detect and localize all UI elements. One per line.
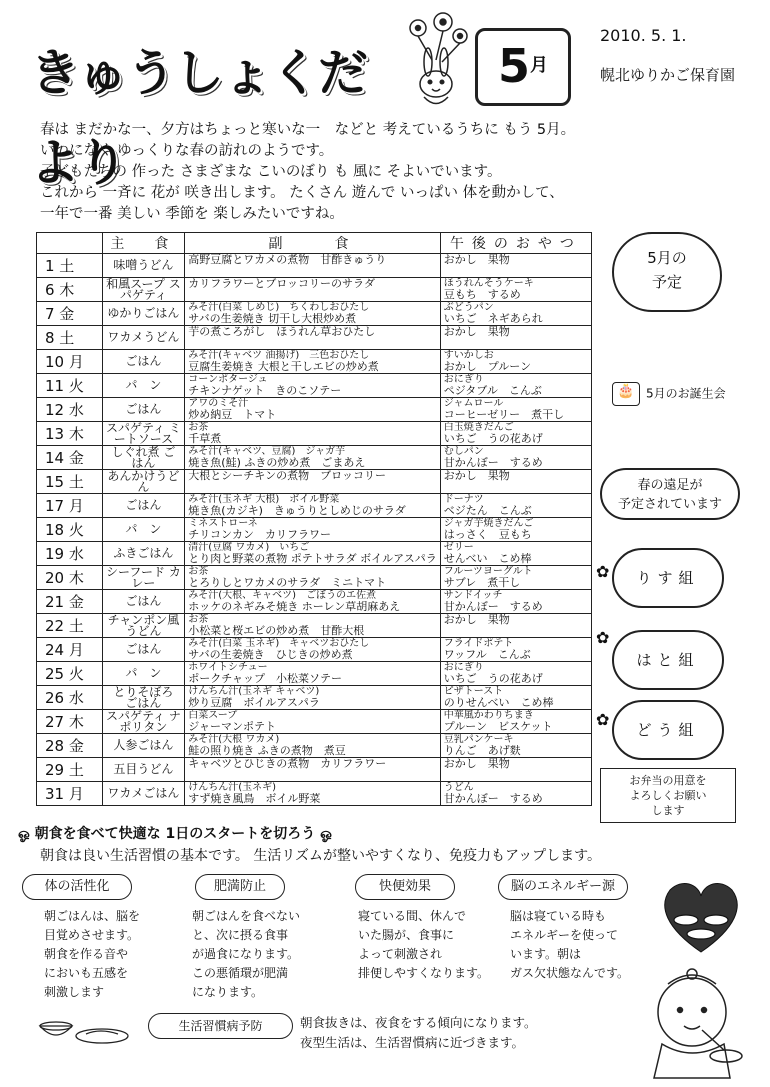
topic-line: よって刺激され <box>358 947 443 961</box>
intro-line: 春は まだかな一、夕方はちょっと寒いな一 などと 考えているうちに もう 5月。 <box>40 122 576 138</box>
topic-line: 朝食を作る音や <box>44 947 129 961</box>
side-line: 高野豆腐とワカメの煮物 甘酢きゅうり <box>188 254 387 265</box>
snack-line: おにぎり <box>443 374 484 385</box>
child-eating-illustration <box>632 960 752 1080</box>
menu-date: 18 火 <box>37 518 103 542</box>
issue-date: 2010. 5. 1. <box>600 26 687 45</box>
menu-main-dish: パ ン <box>102 662 185 686</box>
side-line: ミネストローネ <box>188 518 258 529</box>
side-line: とり肉と野菜の煮物 ポテトサラダ ボイルアスパラ <box>188 553 437 564</box>
menu-date: 17 月 <box>37 494 103 518</box>
table-row <box>37 710 592 734</box>
menu-date: 22 土 <box>37 614 103 638</box>
snack-line: おかし 果物 <box>443 614 510 625</box>
menu-date: 6 木 <box>37 278 103 302</box>
snack-line: おかし プルーン <box>443 361 532 372</box>
menu-snack <box>440 518 591 542</box>
topic-line: 目覚めさせます。 <box>44 928 140 942</box>
menu-side-dish <box>185 302 440 326</box>
bento-line: します <box>651 804 685 817</box>
topic-brain-body <box>510 907 629 983</box>
snack-line: すいかしお <box>443 350 494 361</box>
table-row <box>37 662 592 686</box>
side-line: お茶 <box>188 566 209 577</box>
menu-side-dish <box>185 470 440 494</box>
menu-snack <box>440 494 591 518</box>
schedule-heading <box>612 232 722 312</box>
menu-date: 12 水 <box>37 398 103 422</box>
side-line: サバの生姜焼き ひじきの炒め煮 <box>188 649 353 660</box>
menu-date: 29 土 <box>37 758 103 782</box>
side-line: コーンポタージュ <box>188 374 268 385</box>
menu-main-dish: パ ン <box>102 518 185 542</box>
side-line: お茶 <box>188 422 209 433</box>
side-line: すず焼き風鳥 ボイル野菜 <box>188 793 321 804</box>
table-row <box>37 398 592 422</box>
table-row <box>37 350 592 374</box>
breakfast-heading <box>18 823 332 844</box>
snack-line: おかし 果物 <box>443 470 510 481</box>
snack-line: おかし 果物 <box>443 254 510 265</box>
table-row <box>37 254 592 278</box>
snack-line: はっさく 豆もち <box>443 529 532 540</box>
table-row <box>37 758 592 782</box>
side-line: 炒り豆腐 ボイルアスパラ <box>188 697 320 708</box>
breakfast-subheading: 朝食は良い生活習慣の基本です。 生活リズムが整いやすくなり、免疫力もアップします。 <box>40 848 601 864</box>
food-bowl-illustration <box>34 1010 134 1050</box>
menu-snack <box>440 590 591 614</box>
menu-main-dish: ごはん <box>102 638 185 662</box>
side-line: カリフラワーとブロッコリーのサラダ <box>188 278 375 289</box>
birthday-party-note <box>612 382 762 406</box>
menu-side-dish <box>185 638 440 662</box>
menu-date: 13 木 <box>37 422 103 446</box>
menu-snack <box>440 638 591 662</box>
side-line: 小松菜と桜エビの炒め煮 甘酢大根 <box>188 625 365 636</box>
menu-date: 21 金 <box>37 590 103 614</box>
topic-line: この悪循環が肥満 <box>192 966 289 980</box>
topic-line: います。朝は <box>510 947 582 961</box>
side-line: チリコンカン カリフラワー <box>188 529 332 540</box>
menu-main-dish: ごはん <box>102 350 185 374</box>
menu-side-dish <box>185 374 440 398</box>
topic-line: 寝ている間、休んで <box>358 909 467 923</box>
menu-main-dish: スパゲティ ミートソース <box>102 422 185 446</box>
menu-side-dish <box>185 494 440 518</box>
flower-icon: ✿ <box>596 710 610 729</box>
topic-line: 刺激します <box>44 985 105 999</box>
menu-date: 10 月 <box>37 350 103 374</box>
menu-rows <box>37 254 592 806</box>
snack-line: サブレ 煮干し <box>443 577 521 588</box>
table-row <box>37 566 592 590</box>
column-header-main: 主 食 <box>102 233 185 254</box>
snack-line: いちご うの花あげ <box>443 673 543 684</box>
snack-line: ピザトースト <box>443 686 504 697</box>
snack-line: プルーン ビスケット <box>443 721 553 732</box>
menu-main-dish: 和風スープ スパゲティ <box>102 278 185 302</box>
menu-snack <box>440 542 591 566</box>
school-name: 幌北ゆりかご保育園 <box>600 66 736 84</box>
menu-main-dish: シーフード カレー <box>102 566 185 590</box>
table-row <box>37 302 592 326</box>
breakfast-heading-text: 朝食を食べて快適な 1日のスタートを切ろう <box>34 826 316 842</box>
table-header-row <box>37 233 592 254</box>
flower-icon: ✿ <box>596 562 610 581</box>
menu-side-dish <box>185 590 440 614</box>
menu-date: 25 火 <box>37 662 103 686</box>
table-row <box>37 446 592 470</box>
habit-title: 生活習慣病予防 <box>148 1013 293 1039</box>
cake-icon: 🎂 <box>612 382 640 406</box>
menu-side-dish <box>185 566 440 590</box>
intro-line: 一年で一番 美しい 季節を 楽しみたいですね。 <box>40 206 344 222</box>
side-line: とろりしとワカメのサラダ ミニトマト <box>188 577 387 588</box>
menu-main-dish: とりそぼろ ごはん <box>102 686 185 710</box>
topic-obesity-title: 肥満防止 <box>195 874 285 900</box>
menu-main-dish: ワカメうどん <box>102 326 185 350</box>
menu-side-dish <box>185 254 440 278</box>
bento-line: よろしくお願い <box>629 789 707 802</box>
snack-line: せんべい こめ棒 <box>443 553 532 564</box>
topic-activation-title: 体の活性化 <box>22 874 132 900</box>
menu-main-dish: チャンポン風 うどん <box>102 614 185 638</box>
topic-line: が過食になります。 <box>192 947 300 961</box>
side-line: 白菜スープ <box>188 710 238 721</box>
menu-date: 24 月 <box>37 638 103 662</box>
lunch-menu-table <box>36 232 592 806</box>
topic-line: ガス欠状態なんです。 <box>510 966 630 980</box>
snack-line: ゼリー <box>443 542 474 553</box>
menu-snack <box>440 350 591 374</box>
side-line: ホワイトシチュー <box>188 662 268 673</box>
group-risu: りす組 <box>612 548 724 608</box>
side-line: みそ汁(玉ネギ 大根) ボイル野菜 <box>188 494 340 505</box>
schedule-title-line: 予定 <box>651 273 682 291</box>
menu-snack <box>440 446 591 470</box>
menu-side-dish <box>185 734 440 758</box>
snack-line: おかし 果物 <box>443 758 510 769</box>
habit-body <box>300 1013 537 1053</box>
school-trip-note <box>600 468 740 520</box>
side-line: みそ汁(大根、キャベツ) ごぼうのエ佐煮 <box>188 590 377 601</box>
menu-date: 27 木 <box>37 710 103 734</box>
snack-line: ほうれんそうケーキ <box>443 278 534 289</box>
table-row <box>37 782 592 806</box>
menu-side-dish <box>185 782 440 806</box>
snack-line: 甘かんぼー するめ <box>443 793 543 804</box>
topic-line: 脳は寝ている時も <box>510 909 607 923</box>
month-badge <box>475 28 571 106</box>
menu-snack <box>440 278 591 302</box>
menu-main-dish: あんかけうどん <box>102 470 185 494</box>
column-header-date <box>37 233 103 254</box>
menu-date: 14 金 <box>37 446 103 470</box>
trip-line: 春の遠足が <box>637 478 703 493</box>
spiral-icon: ஓ <box>18 826 30 842</box>
snack-line: フライドポテト <box>443 638 514 649</box>
flower-icon: ✿ <box>596 628 610 647</box>
menu-main-dish: パ ン <box>102 374 185 398</box>
topic-line: においも五感を <box>44 966 129 980</box>
menu-side-dish <box>185 446 440 470</box>
snack-line: むしパン <box>443 446 484 457</box>
snack-line: 中華風かわりちまき <box>443 710 534 721</box>
menu-side-dish <box>185 710 440 734</box>
menu-snack <box>440 662 591 686</box>
birthday-label: 5月のお誕生会 <box>646 386 726 401</box>
table-row <box>37 686 592 710</box>
menu-snack <box>440 758 591 782</box>
menu-main-dish: ワカメごはん <box>102 782 185 806</box>
table-row <box>37 518 592 542</box>
intro-line: 子どもたちの 作った さまざまな こいのぼり も 風に そよいでいます。 <box>40 164 502 180</box>
table-row <box>37 734 592 758</box>
snack-line: フルーツヨーグルト <box>443 566 533 577</box>
menu-snack <box>440 470 591 494</box>
menu-snack <box>440 734 591 758</box>
topic-obesity-body <box>192 907 300 1002</box>
menu-date: 11 火 <box>37 374 103 398</box>
intro-paragraph <box>40 120 740 225</box>
menu-side-dish <box>185 326 440 350</box>
side-line: ホッケのネギみそ焼き ホーレン草胡麻あえ <box>188 601 401 612</box>
snack-line: おにぎり <box>443 662 484 673</box>
menu-main-dish: 人参ごはん <box>102 734 185 758</box>
menu-snack <box>440 422 591 446</box>
menu-date: 15 土 <box>37 470 103 494</box>
menu-side-dish <box>185 518 440 542</box>
side-line: 芋の煮ころがし ほうれん草おひたし <box>188 326 376 337</box>
snack-line: うどん <box>443 782 474 793</box>
snack-line: 白玉焼きだんご <box>443 422 514 433</box>
menu-date: 20 木 <box>37 566 103 590</box>
table-row <box>37 374 592 398</box>
side-line: みそ汁(キャベツ、豆腐) ジャガ芋 <box>188 446 346 457</box>
side-line: 炒め納豆 トマト <box>188 409 277 420</box>
menu-snack <box>440 254 591 278</box>
side-line: ジャーマンポテト <box>188 721 277 732</box>
menu-date: 7 金 <box>37 302 103 326</box>
menu-date: 19 水 <box>37 542 103 566</box>
table-row <box>37 422 592 446</box>
menu-side-dish <box>185 614 440 638</box>
column-header-snack: 午後のおやつ <box>440 233 591 254</box>
menu-snack <box>440 374 591 398</box>
spiral-icon: ஓ <box>320 826 332 842</box>
table-row <box>37 470 592 494</box>
table-row <box>37 638 592 662</box>
menu-main-dish: 五目うどん <box>102 758 185 782</box>
menu-date: 31 月 <box>37 782 103 806</box>
snack-line: いちご うの花あげ <box>443 433 543 444</box>
menu-side-dish <box>185 686 440 710</box>
snack-line: サンドイッチ <box>443 590 503 601</box>
side-line: お茶 <box>188 614 209 625</box>
menu-side-dish <box>185 422 440 446</box>
topic-line: になります。 <box>192 985 264 999</box>
snack-line: 豆もち するめ <box>443 289 521 300</box>
side-line: 焼き魚(鮭) ふきの炒め煮 ごまあえ <box>188 457 366 468</box>
table-row <box>37 614 592 638</box>
table-row <box>37 278 592 302</box>
side-line: みそ汁(白菜 しめじ) ちくわしおひたし <box>188 302 370 313</box>
habit-line: 朝食抜きは、夜食をする傾向になります。 <box>300 1015 537 1030</box>
topic-line: 朝ごはんを食べない <box>192 909 301 923</box>
topic-activation-body <box>44 907 140 1002</box>
topic-brain-title: 脳のエネルギー源 <box>498 874 628 900</box>
menu-main-dish: ふきごはん <box>102 542 185 566</box>
topic-line: いた腸が、食事に <box>358 928 455 942</box>
bento-notice <box>600 768 736 823</box>
menu-snack <box>440 566 591 590</box>
topic-line: 朝ごはんは、脳を <box>44 909 141 923</box>
table-row <box>37 542 592 566</box>
topic-bowel-body <box>358 907 489 983</box>
side-line: けんちん汁(玉ネギ キャベツ) <box>188 686 320 697</box>
menu-side-dish <box>185 398 440 422</box>
topic-line: 排便しやすくなります。 <box>358 966 490 980</box>
menu-snack <box>440 302 591 326</box>
snack-line: ドーナツ <box>443 494 484 505</box>
table-row <box>37 494 592 518</box>
menu-side-dish <box>185 278 440 302</box>
table-row <box>37 590 592 614</box>
menu-side-dish <box>185 350 440 374</box>
menu-snack <box>440 782 591 806</box>
habit-line: 夜型生活は、生活習慣病に近づきます。 <box>300 1035 525 1050</box>
heart-breakfast-illustration <box>656 876 746 956</box>
menu-snack <box>440 398 591 422</box>
menu-main-dish: スパゲティ ナポリタン <box>102 710 185 734</box>
menu-main-dish: ゆかりごはん <box>102 302 185 326</box>
bunny-flower-illustration <box>398 12 476 112</box>
side-line: 大根とシーチキンの煮物 ブロッコリー <box>188 470 386 481</box>
menu-date: 26 水 <box>37 686 103 710</box>
snack-line: のりせんべい こめ棒 <box>443 697 554 708</box>
menu-side-dish <box>185 758 440 782</box>
snack-line: ジャガ芋焼きだんご <box>443 518 534 529</box>
snack-line: ぶどうパン <box>443 302 494 313</box>
side-line: サバの生姜焼き 切干し大根炒め煮 <box>188 313 357 324</box>
snack-line: ワッフル こんぶ <box>443 649 531 660</box>
side-line: けんちん汁(玉ネギ) <box>188 782 277 793</box>
snack-line: ジャムロール <box>443 398 504 409</box>
snack-line: 甘かんぼー するめ <box>443 457 543 468</box>
snack-line: 豆乳パンケーキ <box>443 734 514 745</box>
menu-main-dish: ごはん <box>102 590 185 614</box>
snack-line: ペジタブル こんぶ <box>443 385 542 396</box>
snack-line: おかし 果物 <box>443 326 510 337</box>
side-line: キャベツとひじきの煮物 カリフラワー <box>188 758 387 769</box>
newsletter-title: きゅうしょくだより <box>30 44 366 192</box>
menu-snack <box>440 710 591 734</box>
menu-main-dish: しぐれ煮 ごはん <box>102 446 185 470</box>
topic-line: と、次に摂る食事 <box>192 928 289 942</box>
menu-snack <box>440 326 591 350</box>
side-line: 豆腐生姜焼き 大根と干しエビの炒め煮 <box>188 361 379 372</box>
trip-line: 予定されています <box>617 497 722 512</box>
topic-bowel-title: 快便効果 <box>355 874 455 900</box>
menu-snack <box>440 614 591 638</box>
snack-line: 甘かんぼー するめ <box>443 601 543 612</box>
menu-main-dish: ごはん <box>102 398 185 422</box>
side-line: 鮭の照り焼き ふきの煮物 煮豆 <box>188 745 346 756</box>
side-line: みそ汁(キャベツ 油揚げ) 三色おひたし <box>188 350 370 361</box>
month-number: 5 <box>497 39 530 93</box>
table-row <box>37 326 592 350</box>
side-line: 清汁(豆腐 ワカメ) いちご <box>188 542 310 553</box>
bento-line: お弁当の用意を <box>629 774 707 787</box>
snack-line: ベジたん こんぶ <box>443 505 532 516</box>
schedule-title-line: 5月の <box>647 249 687 267</box>
topic-line: エネルギーを使って <box>510 928 619 942</box>
side-line: 千草煮 <box>188 433 222 444</box>
month-suffix: 月 <box>530 55 548 76</box>
menu-side-dish <box>185 662 440 686</box>
column-header-side: 副 食 <box>185 233 440 254</box>
menu-main-dish: 味噌うどん <box>102 254 185 278</box>
snack-line: いちご ネギあられ <box>443 313 543 324</box>
side-line: みそ汁(大根 ワカメ) <box>188 734 280 745</box>
side-line: みそ汁(白菜 玉ネギ) キャベツおひたし <box>188 638 370 649</box>
side-line: チキンナゲット きのこソテー <box>188 385 342 396</box>
side-line: ポークチャップ 小松菜ソテー <box>188 673 342 684</box>
group-dou: どう組 <box>612 700 724 760</box>
intro-line: いつになく ゆっくりな春の訪れのようです。 <box>40 143 334 159</box>
group-hato: はと組 <box>612 630 724 690</box>
snack-line: りんご あげ麩 <box>443 745 521 756</box>
menu-main-dish: ごはん <box>102 494 185 518</box>
snack-line: コーヒーゼリー 煮干し <box>443 409 565 420</box>
intro-line: これから 一斉に 花が 咲き出します。 たくさん 遊んで いっぱい 体を動かして、 <box>40 185 564 201</box>
menu-snack <box>440 686 591 710</box>
menu-date: 8 土 <box>37 326 103 350</box>
side-line: アワのミそ汁 <box>188 398 249 409</box>
menu-side-dish <box>185 542 440 566</box>
side-line: 焼き魚(カジキ) きゅうりとしめじのサラダ <box>188 505 406 516</box>
menu-date: 1 土 <box>37 254 103 278</box>
menu-date: 28 金 <box>37 734 103 758</box>
